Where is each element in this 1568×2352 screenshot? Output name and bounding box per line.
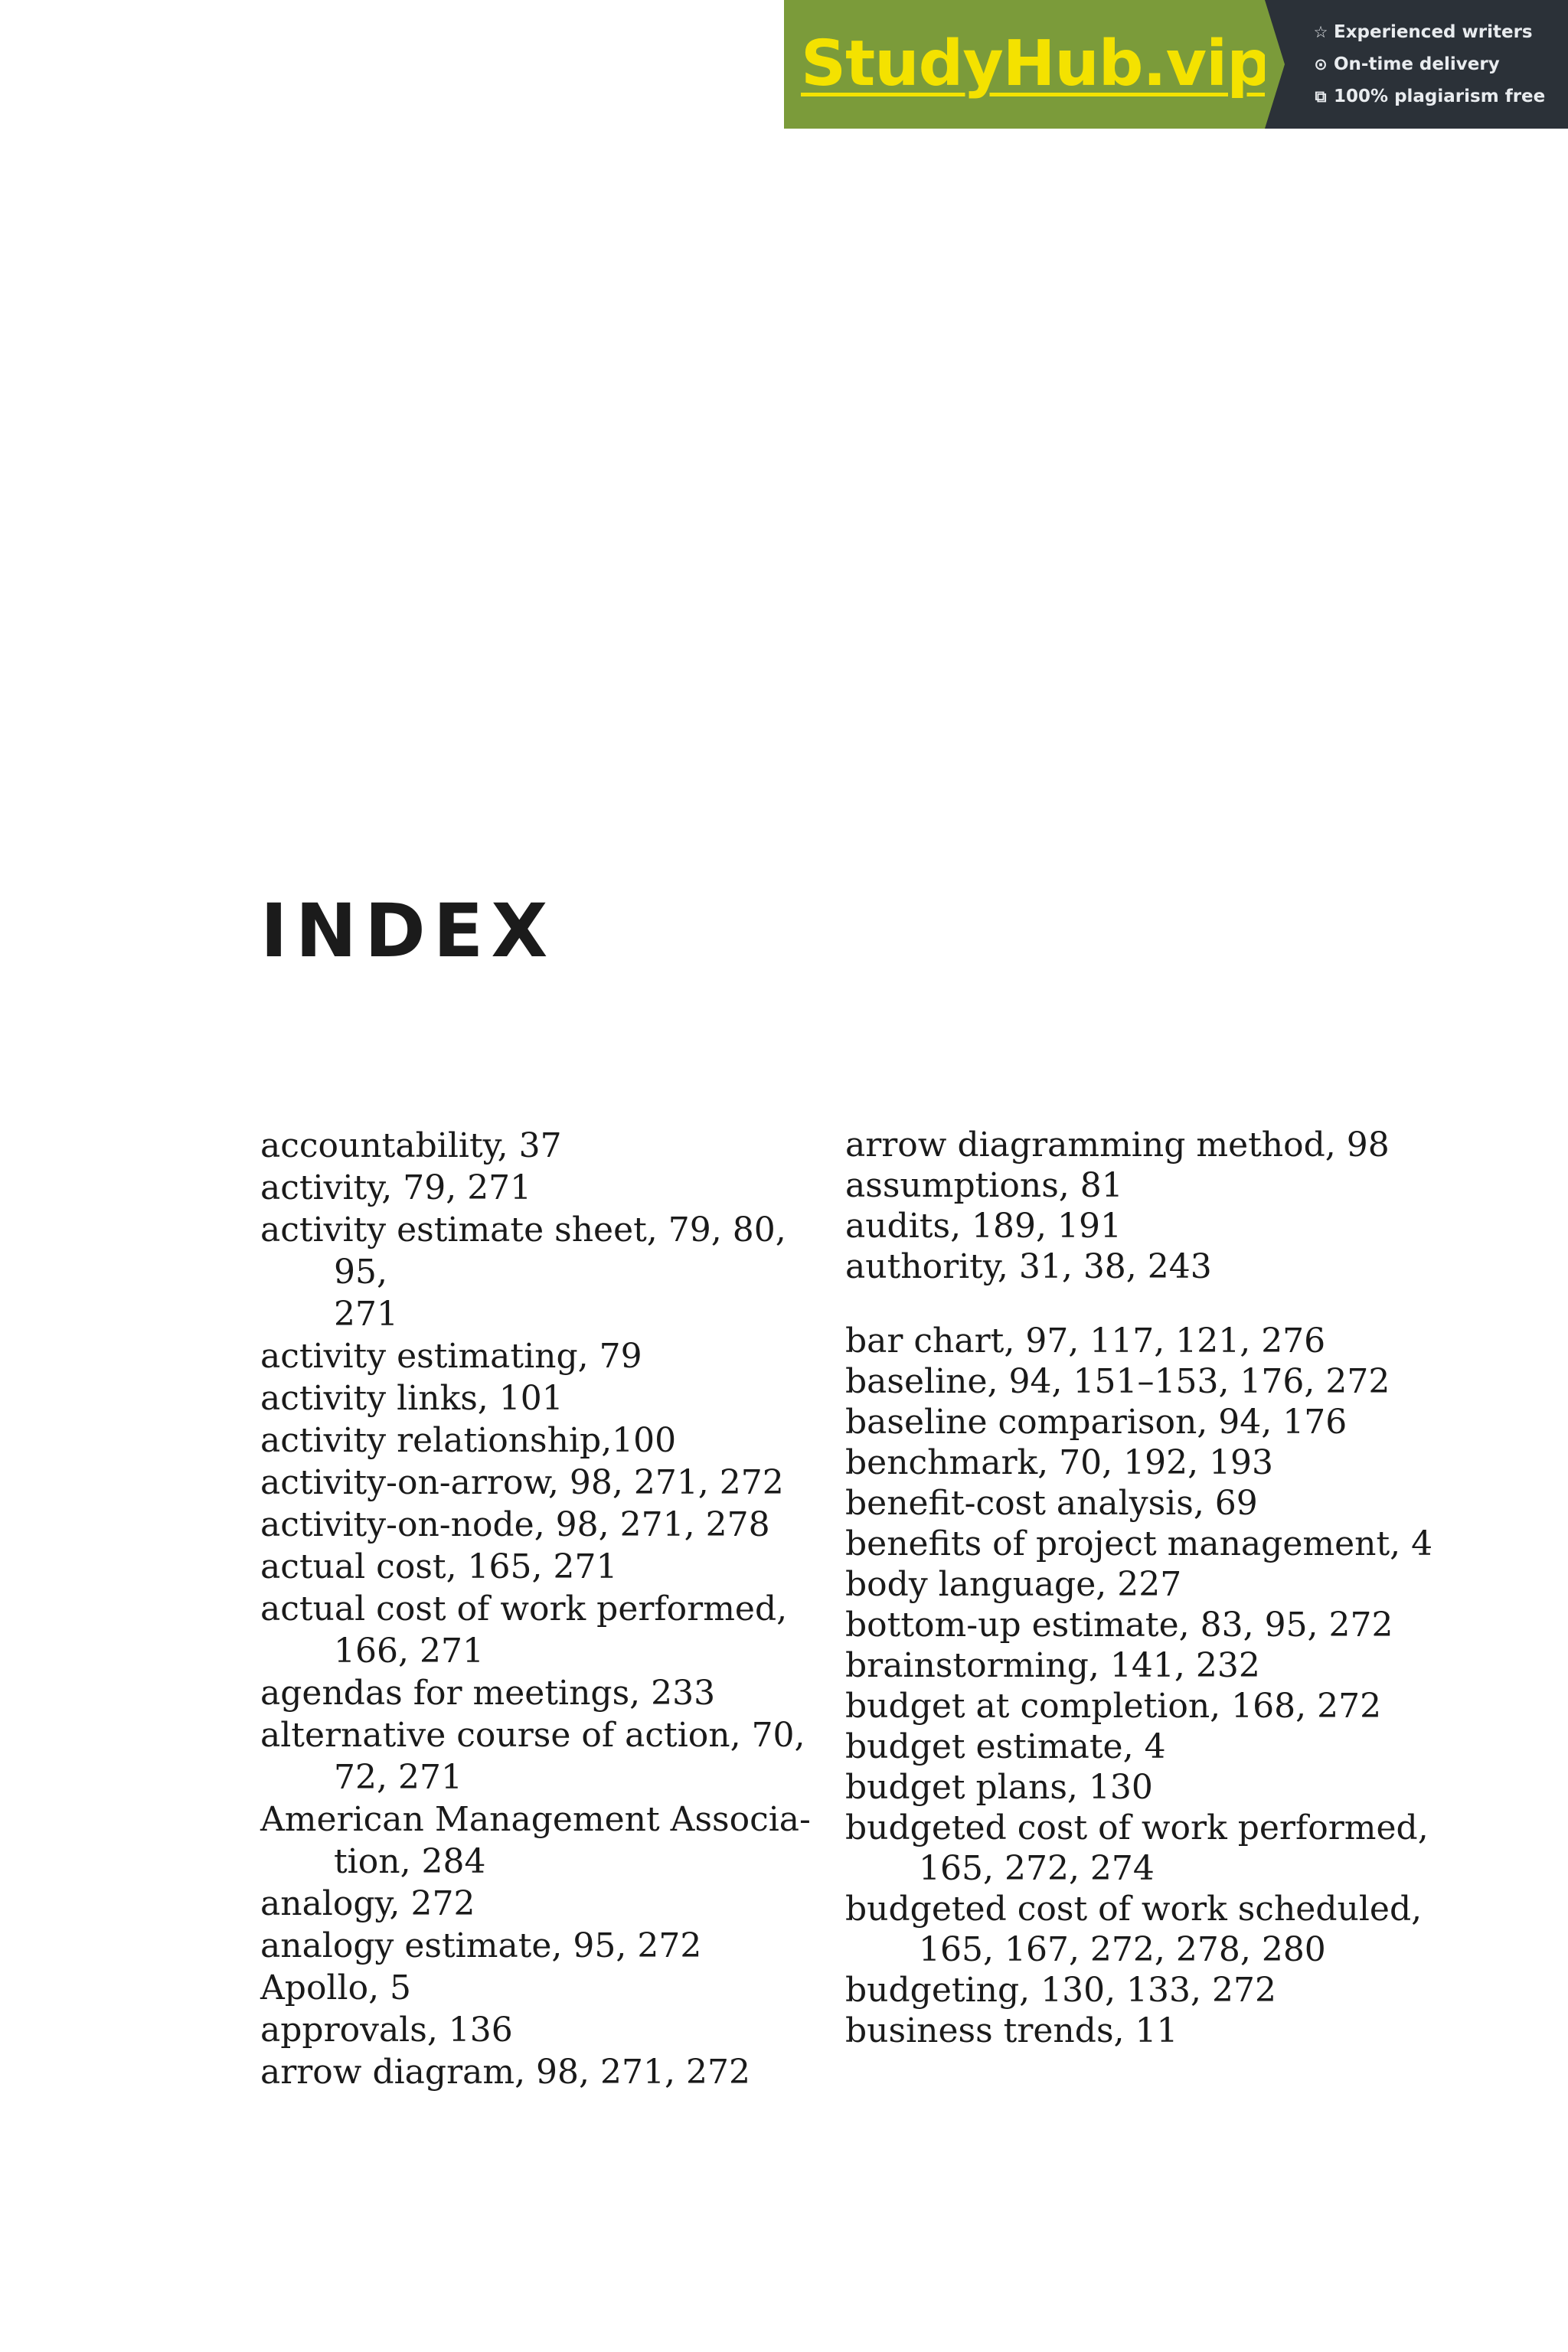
index-entry: activity links, 101 xyxy=(260,1379,564,1418)
index-column-right xyxy=(845,1125,1442,2051)
index-entry: assumptions, 81 xyxy=(845,1166,1123,1205)
feature-label: Experienced writers xyxy=(1334,22,1533,42)
index-entry: baseline comparison, 94, 176 xyxy=(845,1403,1348,1442)
index-entry: alternative course of action, 70, 72, 271 xyxy=(260,1716,805,1797)
index-entry: accountability, 37 xyxy=(260,1126,562,1165)
index-entry: benefit-cost analysis, 69 xyxy=(845,1484,1258,1523)
index-entry: agendas for meetings, 233 xyxy=(260,1674,716,1713)
feature-experienced-writers xyxy=(1312,16,1568,48)
index-entry: approvals, 136 xyxy=(260,2011,513,2050)
star-icon: ☆ xyxy=(1313,23,1328,41)
banner-logo-panel xyxy=(784,0,1271,129)
index-entry: business trends, 11 xyxy=(845,2011,1178,2050)
index-entry: budgeted cost of work scheduled, 165, 167, 272, 278, 280 xyxy=(845,1890,1423,1969)
index-entry: American Management Associa- tion, 284 xyxy=(260,1800,811,1881)
index-entry: actual cost, 165, 271 xyxy=(260,1547,618,1586)
index-entry: actual cost of work performed, 166, 271 xyxy=(260,1589,788,1671)
page-title: INDEX xyxy=(260,888,556,974)
index-entry: activity estimate sheet, 79, 80, 95, 271 xyxy=(260,1210,786,1334)
index-entry: activity estimating, 79 xyxy=(260,1337,642,1376)
feature-on-time-delivery xyxy=(1312,48,1568,80)
feature-label: 100% plagiarism free xyxy=(1334,87,1546,106)
banner-features xyxy=(1265,0,1568,129)
index-entry: brainstorming, 141, 232 xyxy=(845,1646,1260,1685)
index-entry: analogy estimate, 95, 272 xyxy=(260,1926,702,1965)
index-column-left xyxy=(260,1125,812,2093)
index-entry: arrow diagramming method, 98 xyxy=(845,1125,1390,1165)
index-entry: benchmark, 70, 192, 193 xyxy=(845,1443,1274,1482)
index-entry: analogy, 272 xyxy=(260,1884,475,1923)
index-entry: activity, 79, 271 xyxy=(260,1168,532,1207)
index-entry: authority, 31, 38, 243 xyxy=(845,1247,1212,1286)
brand-logo[interactable]: StudyHub.vip xyxy=(801,28,1271,100)
index-entry: activity-on-arrow, 98, 271, 272 xyxy=(260,1463,784,1502)
letter-group-gap xyxy=(845,1287,1442,1321)
index-entry: audits, 189, 191 xyxy=(845,1207,1122,1246)
index-entry: budgeted cost of work performed, 165, 272, 274 xyxy=(845,1808,1429,1888)
index-entry: arrow diagram, 98, 271, 272 xyxy=(260,2053,750,2092)
index-entry: Apollo, 5 xyxy=(260,1968,412,2007)
index-entry: bottom-up estimate, 83, 95, 272 xyxy=(845,1606,1393,1645)
copy-icon: ⧉ xyxy=(1315,87,1327,106)
index-entry: benefits of project management, 4 xyxy=(845,1524,1433,1563)
banner-arrow-shape xyxy=(1265,0,1285,129)
ad-banner[interactable] xyxy=(784,0,1568,129)
feature-plagiarism-free xyxy=(1312,80,1568,113)
index-entry: body language, 227 xyxy=(845,1565,1182,1604)
index-entry: activity-on-node, 98, 271, 278 xyxy=(260,1505,770,1544)
index-entry: activity relationship,100 xyxy=(260,1421,677,1460)
index-entry: baseline, 94, 151–153, 176, 272 xyxy=(845,1362,1390,1401)
clock-icon: ⊙ xyxy=(1314,55,1328,74)
feature-label: On-time delivery xyxy=(1334,54,1500,74)
index-entry: budget plans, 130 xyxy=(845,1768,1153,1807)
index-entry: bar chart, 97, 117, 121, 276 xyxy=(845,1321,1326,1361)
index-entry: budget at completion, 168, 272 xyxy=(845,1687,1382,1726)
index-entry: budget estimate, 4 xyxy=(845,1727,1166,1766)
index-entry: budgeting, 130, 133, 272 xyxy=(845,1971,1276,2010)
